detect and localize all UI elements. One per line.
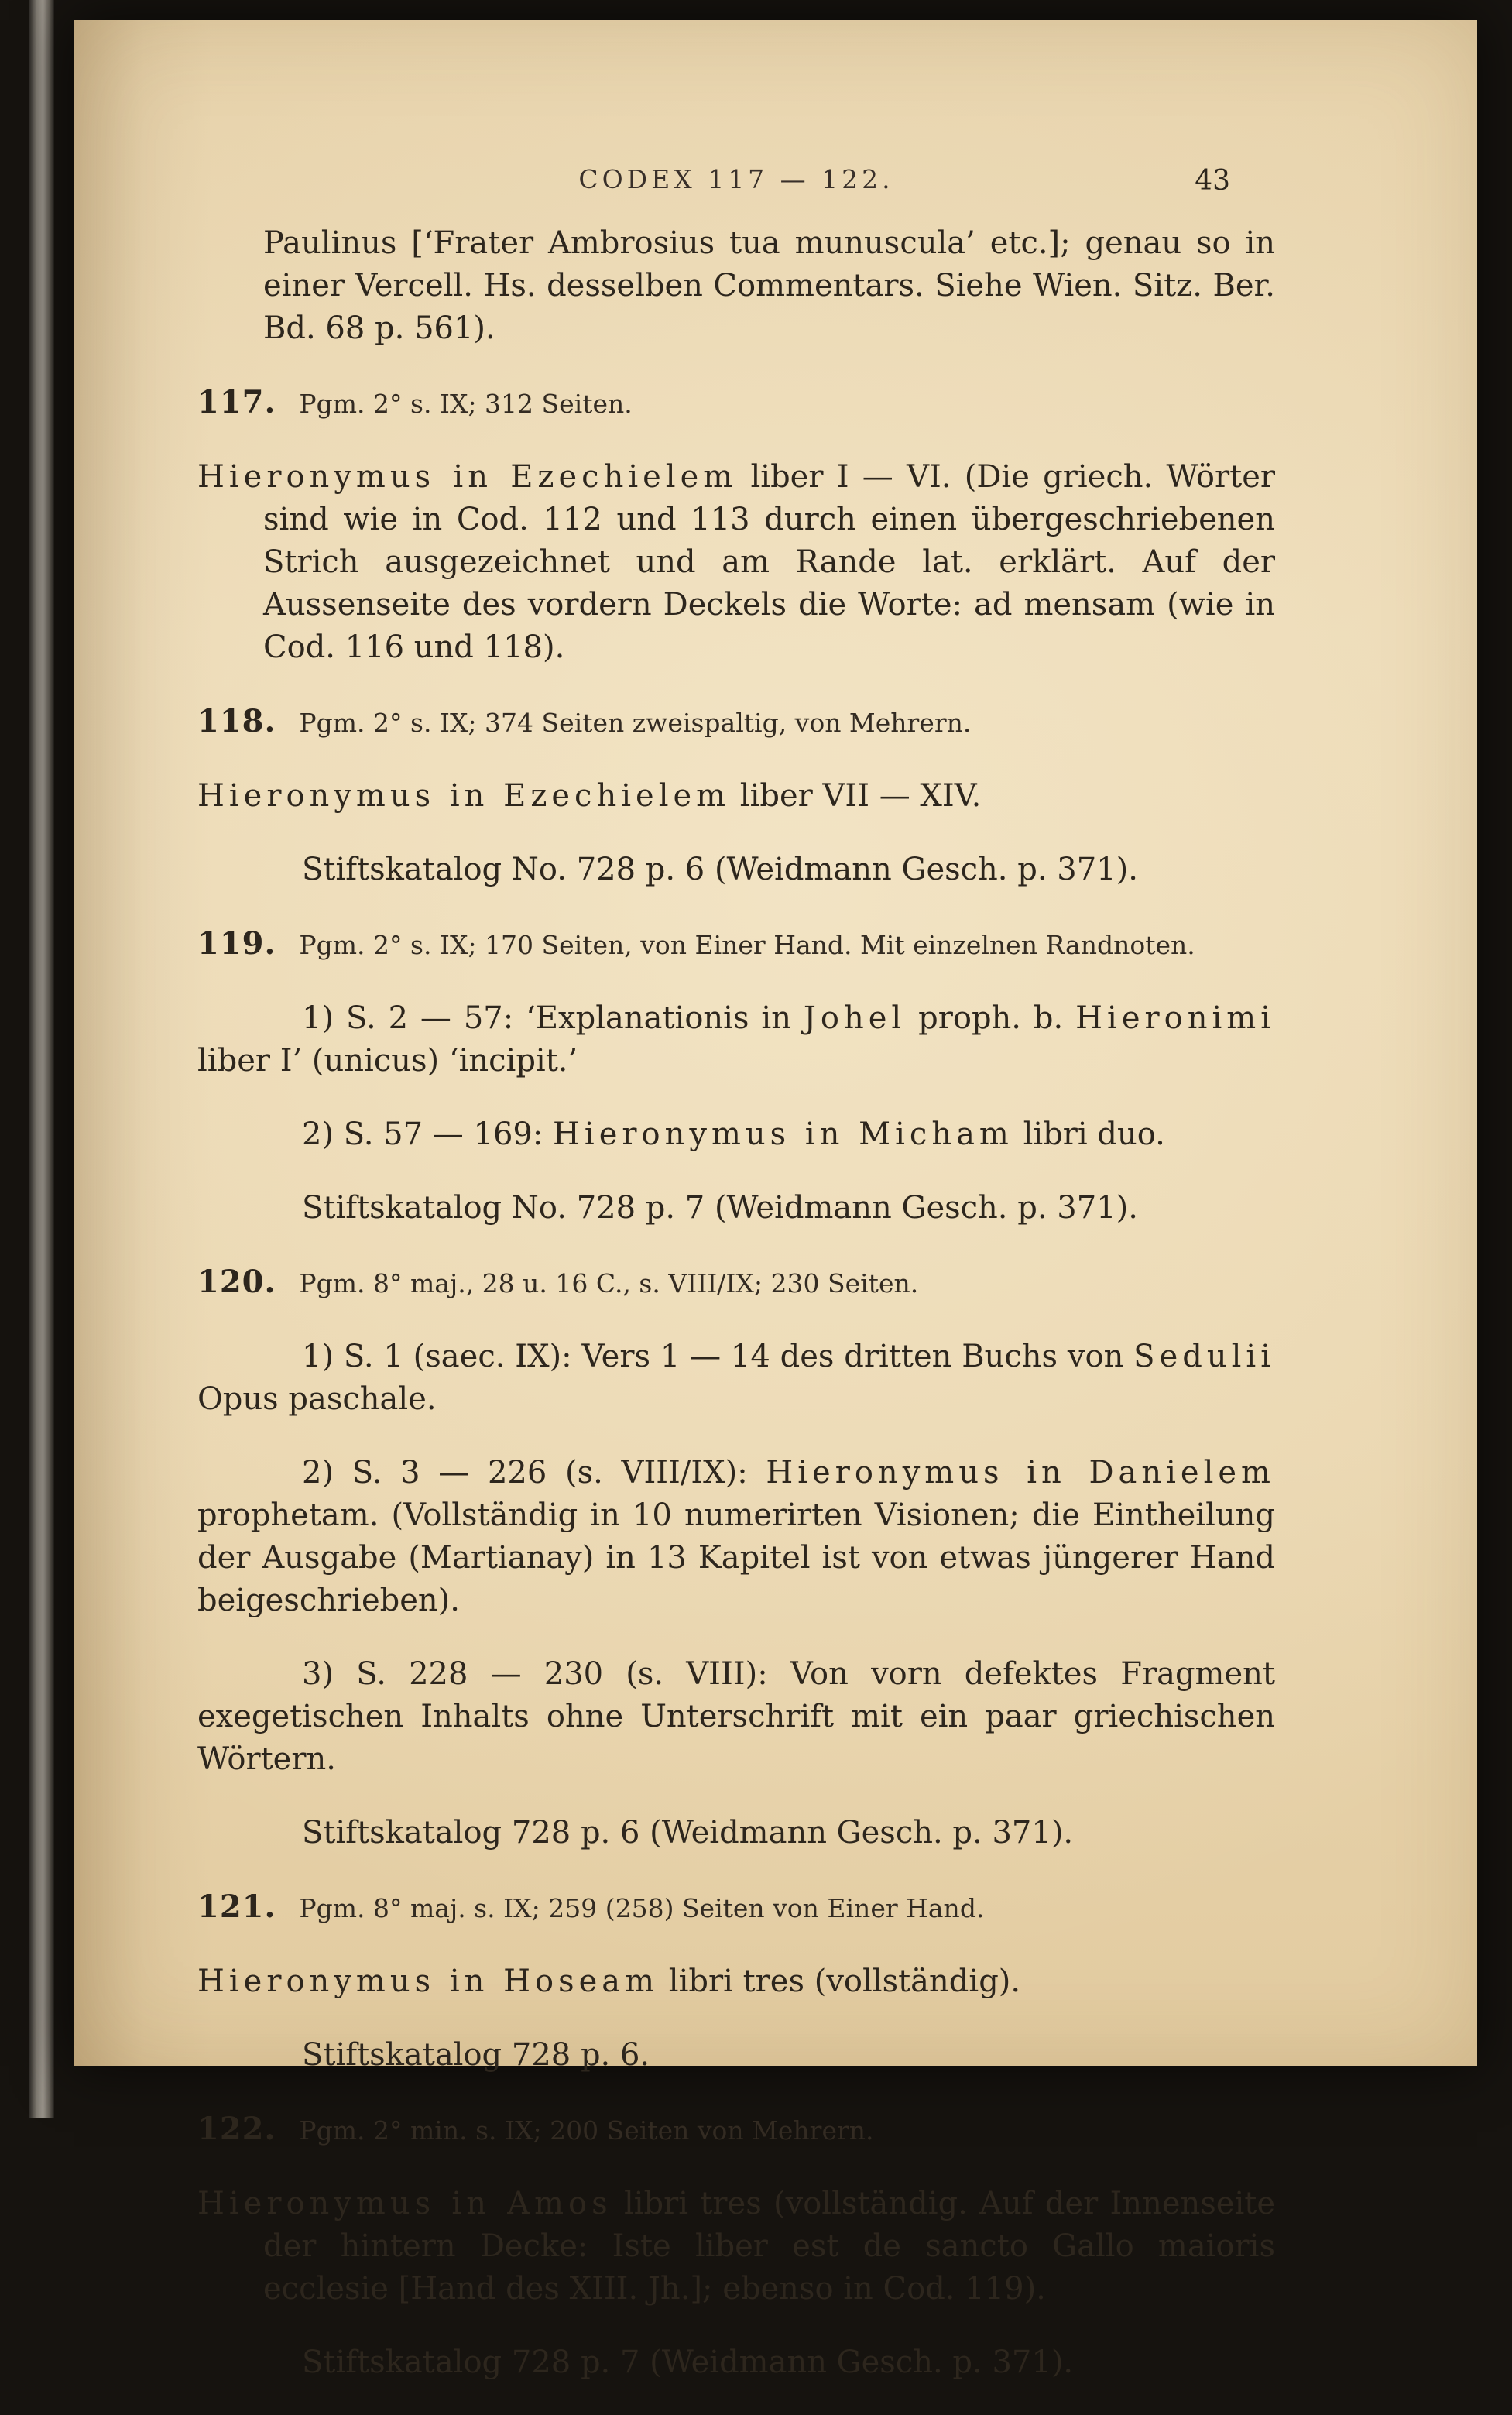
spaced-work-name: Hieronimi [1075, 1000, 1275, 1036]
item-text: 1) S. 1 (saec. IX): Vers 1 — 14 des dritten Buchs von [302, 1339, 1134, 1374]
item-text: 1) S. 2 — 57: ‘Explanationis in [302, 1000, 804, 1036]
entry-number: 118. [197, 703, 276, 739]
running-head: CODEX 117 — 122. [578, 164, 894, 194]
entry-120 [197, 1261, 1275, 1854]
entry-header-line [197, 2108, 1275, 2152]
entry-meta: Pgm. 8° maj., 28 u. 16 C., s. VIII/IX; 230 Seiten. [299, 1268, 919, 1298]
entry-title-text: libri tres (vollständig). [659, 1964, 1021, 1999]
item-text: proph. b. [906, 1000, 1076, 1036]
continuation-paragraph: Paulinus [‘Frater Ambrosius tua munuscula’ etc.]; genau so in einer Vercell. Hs. desselben Commentars. Siehe Wien. Sitz. Ber. Bd. 68 p. 561). [263, 225, 1275, 346]
entry-title-text: liber I — VI. (Die griech. Wörter sind wie in Cod. 112 und 113 durch einen übergeschriebenen Strich ausgezeichnet und am Rande lat. erklärt. Auf der Aussenseite des vordern Deckels die Worte: ad mensam (wie in Cod. 116 und 118). [263, 459, 1275, 665]
spaced-work-name: Johel [803, 1000, 907, 1036]
entry-item-2 [197, 1113, 1275, 1156]
item-text: liber I’ (unicus) ‘incipit.’ [197, 1043, 578, 1079]
page-number: 43 [1195, 165, 1230, 197]
entry-117 [197, 381, 1275, 669]
stiftskatalog-reference: Stiftskatalog 728 p. 7 (Weidmann Gesch. p. 371). [302, 2345, 1074, 2380]
stiftskatalog-reference: Stiftskatalog 728 p. 6 (Weidmann Gesch. p. 371). [302, 1815, 1074, 1851]
spaced-work-name: Sedulii [1133, 1339, 1275, 1374]
entry-121 [197, 1885, 1275, 2077]
entry-item-2 [197, 1452, 1275, 1622]
entry-title [197, 775, 1275, 818]
entry-title [197, 456, 1275, 669]
page-header [197, 158, 1275, 201]
entry-header-line [197, 1885, 1275, 1930]
spaced-work-name: Hieronymus in Micham [553, 1117, 1013, 1152]
item-text: Opus paschale. [197, 1381, 437, 1417]
entry-meta: Pgm. 2° min. s. IX; 200 Seiten von Mehrern. [299, 2115, 874, 2146]
entry-title [197, 1960, 1275, 2003]
entry-header-line [197, 700, 1275, 744]
item-text: 2) S. 3 — 226 (s. VIII/IX): [302, 1455, 766, 1491]
entry-meta: Pgm. 8° maj. s. IX; 259 (258) Seiten von Einer Hand. [299, 1893, 985, 1923]
item-text: prophetam. (Vollständig in 10 numerirten Visionen; die Eintheilung der Ausgabe (Martianay) in 13 Kapitel ist von etwas jüngerer Hand beigeschrieben). [197, 1497, 1275, 1618]
entry-119 [197, 922, 1275, 1230]
entry-meta: Pgm. 2° s. IX; 170 Seiten, von Einer Hand. Mit einzelnen Randnoten. [299, 930, 1195, 960]
item-text: 2) S. 57 — 169: [302, 1117, 554, 1152]
entry-number: 120. [197, 1264, 276, 1300]
entry-item-1 [197, 1336, 1275, 1421]
entry-item-3: 3) S. 228 — 230 (s. VIII): Von vorn defektes Fragment exegetischen Inhalts ohne Unterschrift mit ein paar griechischen Wörtern. [197, 1656, 1275, 1777]
spaced-work-name: Hieronymus in Ezechielem [197, 778, 731, 814]
spaced-work-name: Hieronymus in Amos [197, 2186, 612, 2221]
entry-number: 119. [197, 925, 276, 962]
entry-title-text: liber VII — XIV. [730, 778, 982, 814]
stiftskatalog-reference: Stiftskatalog 728 p. 6. [302, 2037, 650, 2073]
entry-header-line [197, 1261, 1275, 1305]
entry-meta: Pgm. 2° s. IX; 312 Seiten. [299, 389, 633, 419]
book-edge-strip [29, 0, 54, 2118]
entry-title-text: libri tres (vollständig. Auf der Innenseite der hintern Decke: Iste liber est de sancto Gallo maioris ecclesie [Hand des XIII. Jh.]; ebenso in Cod. 119). [263, 2186, 1275, 2307]
entry-122 [197, 2108, 1275, 2384]
spaced-work-name: Hieronymus in Ezechielem [197, 459, 738, 495]
stiftskatalog-reference: Stiftskatalog No. 728 p. 7 (Weidmann Gesch. p. 371). [302, 1190, 1138, 1226]
book-page [74, 20, 1477, 2380]
entry-number: 121. [197, 1888, 276, 1925]
entry-title [197, 2183, 1275, 2310]
entry-number: 117. [197, 384, 276, 420]
entry-header-line [197, 381, 1275, 425]
stiftskatalog-reference: Stiftskatalog No. 728 p. 6 (Weidmann Gesch. p. 371). [302, 852, 1138, 887]
entry-item-1 [197, 997, 1275, 1082]
item-text: libri duo. [1013, 1117, 1165, 1152]
entry-meta: Pgm. 2° s. IX; 374 Seiten zweispaltig, von Mehrern. [299, 708, 972, 738]
entry-header-line [197, 922, 1275, 966]
spaced-work-name: Hieronymus in Danielem [766, 1455, 1275, 1491]
entry-118 [197, 700, 1275, 891]
entry-number: 122. [197, 2111, 276, 2147]
page-content [197, 158, 1275, 2415]
spaced-work-name: Hieronymus in Hoseam [197, 1964, 660, 1999]
